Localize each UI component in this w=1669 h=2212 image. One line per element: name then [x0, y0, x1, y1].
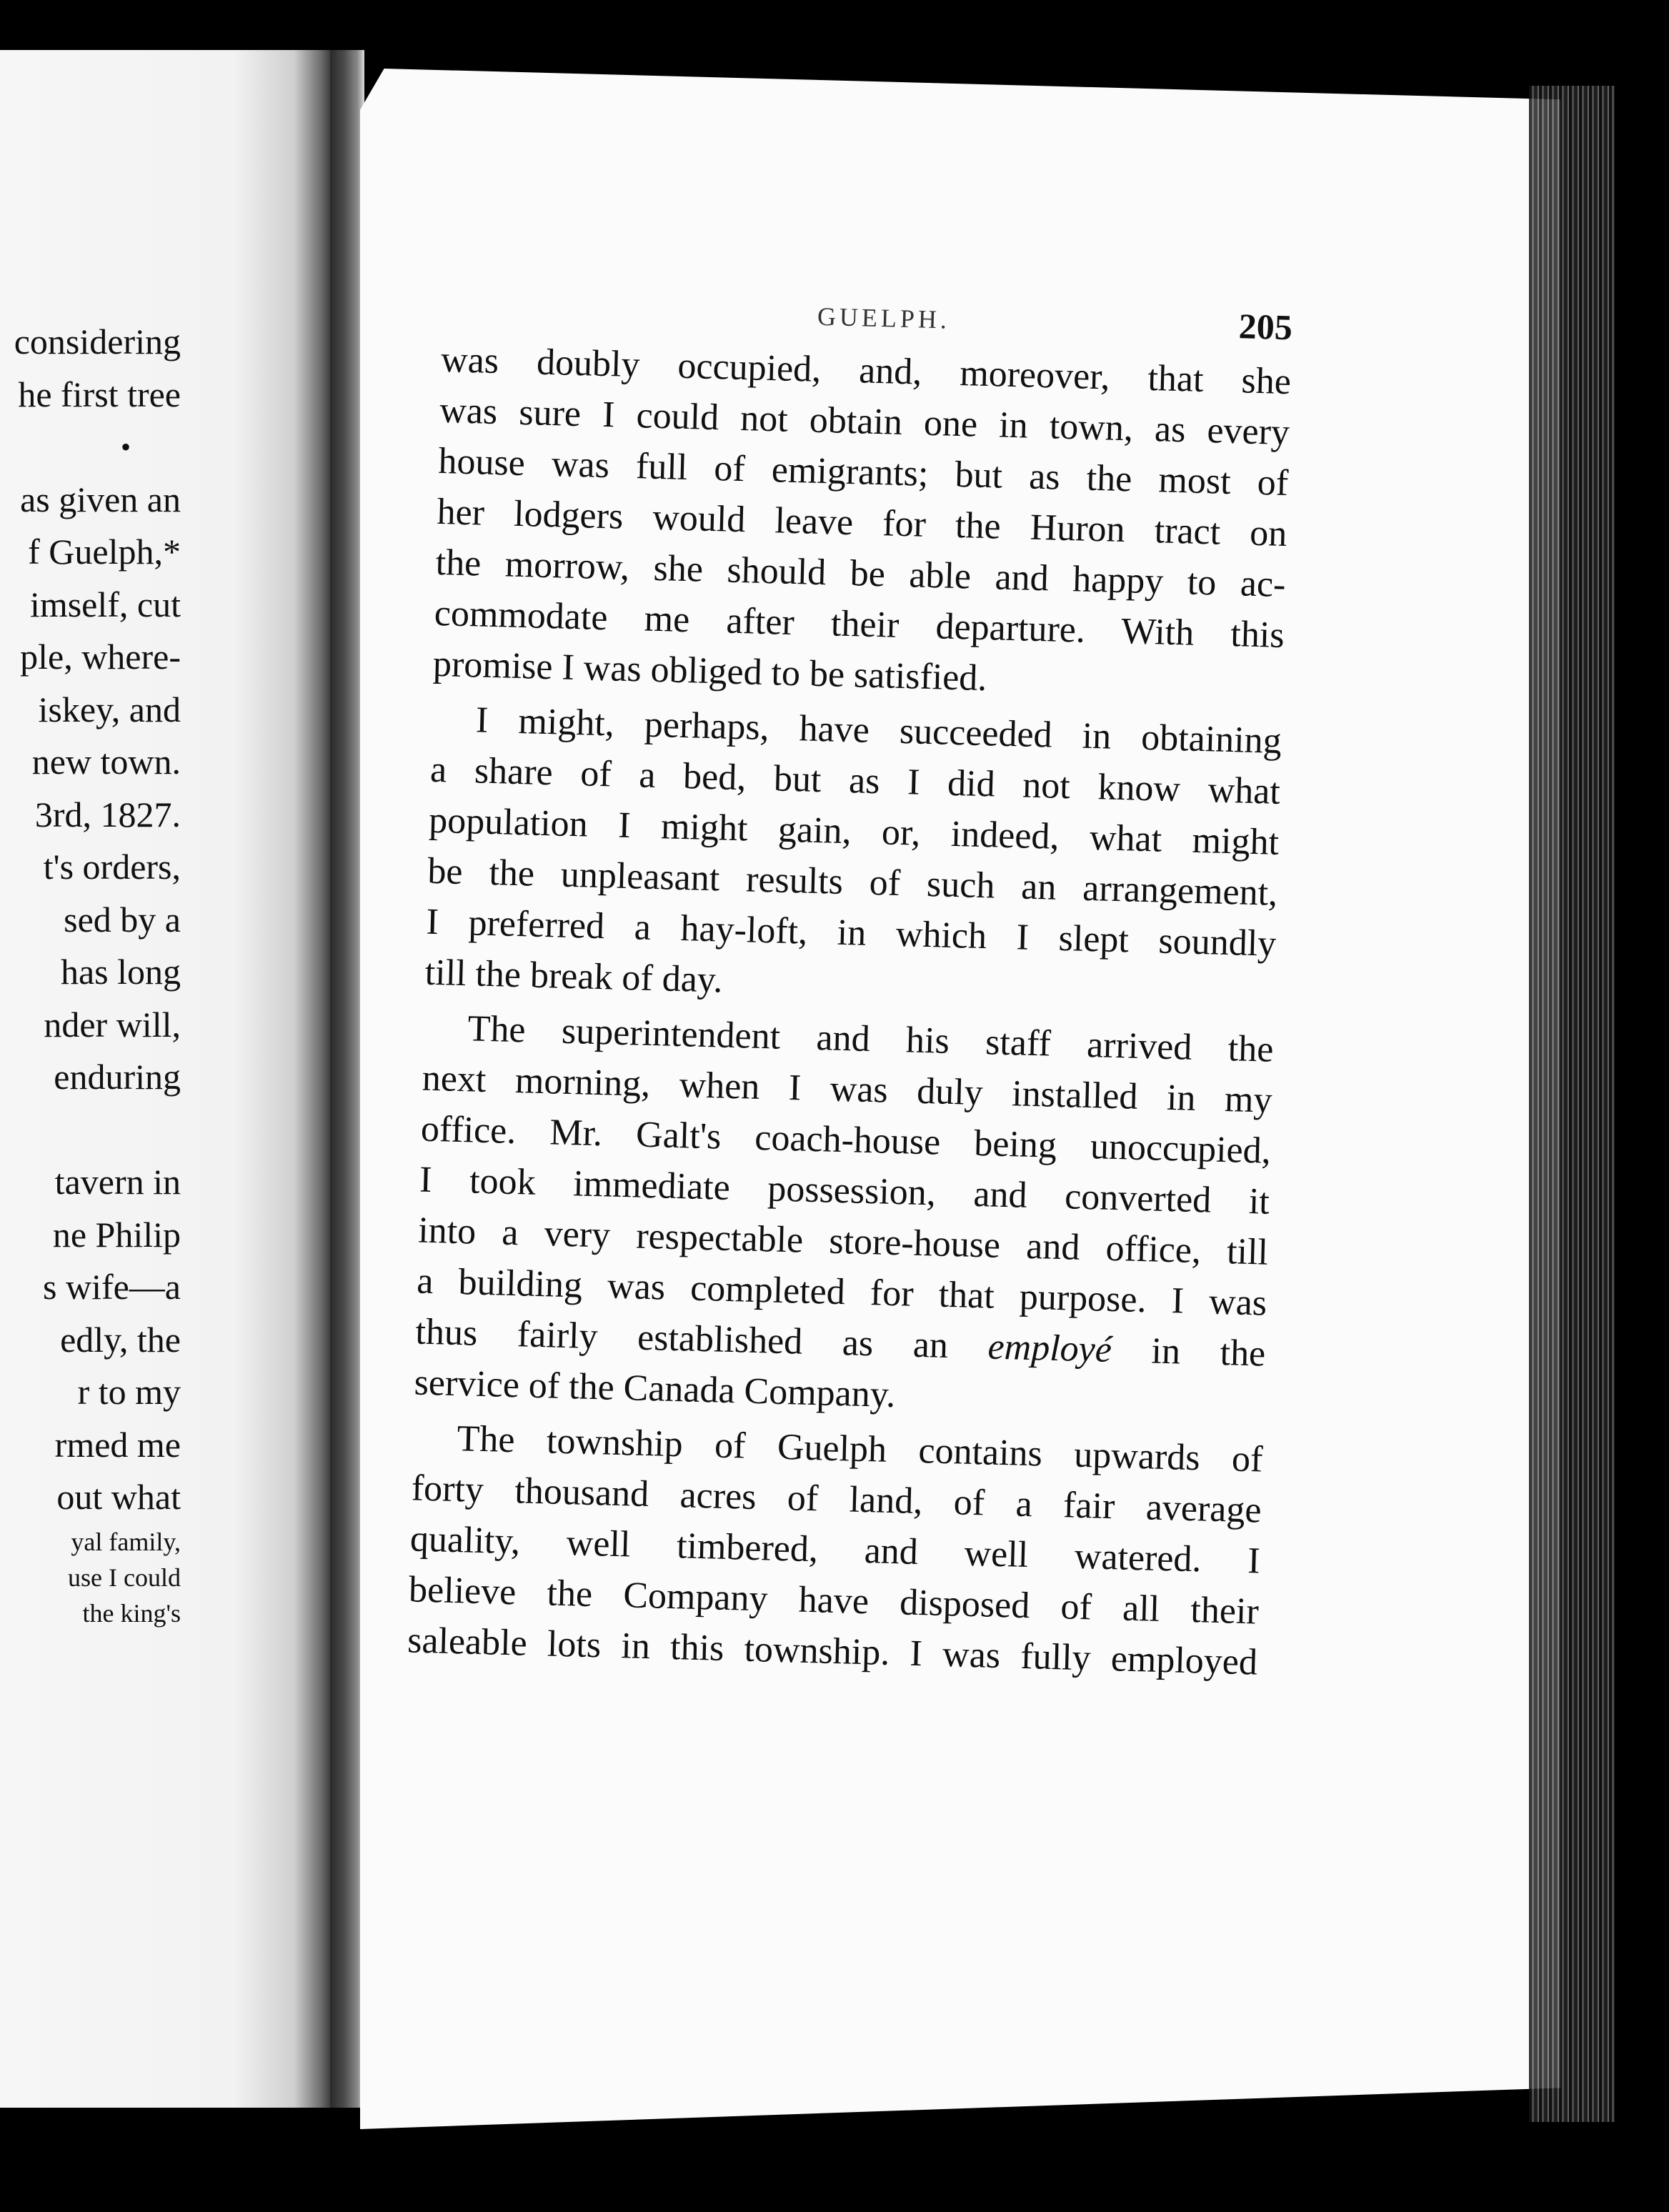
left-line: new town. — [31, 742, 181, 782]
left-line: iskey, and — [38, 689, 181, 729]
text-line: service of the Canada Company. — [414, 1362, 897, 1416]
text-line: was doubly occupied, and, moreover, that she — [440, 339, 1292, 403]
left-line: as given an — [20, 479, 181, 519]
text-line: saleable lots in this township. I was fully employed — [407, 1620, 1258, 1683]
text-line: the morrow, she should be able and happy to ac- — [435, 542, 1287, 606]
left-line: imself, cut — [29, 584, 181, 624]
current-page-content — [407, 284, 1292, 1688]
text-line: population I might gain, or, indeed, what might — [428, 799, 1280, 863]
left-line: t's orders, — [43, 847, 181, 887]
page-number: 205 — [1238, 306, 1293, 348]
italic-word: employé — [987, 1326, 1112, 1370]
text-segment: thus fairly established as an — [414, 1311, 989, 1367]
text-line: house was full of emigrants; but as the most of — [437, 440, 1289, 504]
text-line: was sure I could not obtain one in town, as every — [439, 389, 1290, 454]
text-line: quality, well timbered, and well watered. I — [409, 1518, 1261, 1582]
left-line — [0, 1104, 181, 1157]
text-line: her lodgers would leave for the Huron tract on — [436, 491, 1288, 555]
text-line: The superintendent and his staff arrived the — [467, 1008, 1275, 1070]
book-gutter-shadow — [330, 50, 364, 2108]
text-line: believe the Company have disposed of all their — [408, 1569, 1260, 1633]
left-line: out what — [56, 1477, 181, 1517]
text-line: a building was completed for that purpose. I was — [416, 1260, 1267, 1324]
left-line: 3rd, 1827. — [34, 794, 181, 835]
left-line: he first tree — [18, 374, 181, 414]
left-line: ne Philip — [52, 1214, 181, 1255]
left-line: considering — [14, 322, 181, 362]
previous-page-text — [0, 316, 181, 1631]
text-segment: in the — [1111, 1330, 1266, 1375]
left-line: r to my — [77, 1372, 181, 1412]
left-line: s wife—a — [43, 1267, 181, 1307]
paragraph — [414, 1002, 1274, 1430]
paragraph — [432, 334, 1292, 712]
left-line: rmed me — [54, 1424, 181, 1465]
text-line: commodate me after their departure. With this — [434, 592, 1285, 656]
paragraph — [424, 694, 1282, 1020]
left-line: sed by a — [64, 899, 181, 940]
left-line: nder will, — [44, 1004, 181, 1045]
left-line: f Guelph,* — [28, 532, 181, 572]
left-line: enduring — [54, 1057, 181, 1097]
left-line: edly, the — [60, 1319, 181, 1360]
text-line: The township of Guelph contains upwards of — [456, 1418, 1264, 1480]
page-block-edge — [1529, 86, 1615, 2122]
left-footnote-line: the king's — [82, 1598, 181, 1628]
left-line: tavern in — [54, 1162, 181, 1202]
text-line: I might, perhaps, have succeeded in obtaining — [475, 699, 1282, 762]
text-line: office. Mr. Galt's coach-house being unoccupied, — [420, 1108, 1272, 1172]
text-line: I preferred a hay-loft, in which I slept soundly — [425, 901, 1277, 965]
left-line: has long — [60, 952, 181, 992]
text-line: into a very respectable store-house and office, till — [417, 1210, 1269, 1273]
text-line: a share of a bed, but as I did not know what — [429, 749, 1281, 812]
left-footnote-line: use I could — [68, 1563, 181, 1592]
previous-page — [0, 50, 334, 2108]
text-line: be the unpleasant results of such an arrangement, — [427, 850, 1278, 914]
text-line: forty thousand acres of land, of a fair average — [411, 1468, 1262, 1531]
text-line: I took immediate possession, and converted it — [419, 1159, 1270, 1222]
left-line: ple, where- — [20, 637, 181, 677]
left-line: • — [120, 431, 131, 463]
text-line: promise I was obliged to be satisfied. — [432, 643, 988, 699]
left-footnote-line: yal family, — [71, 1527, 181, 1556]
paragraph — [407, 1412, 1263, 1688]
text-line: till the break of day. — [424, 952, 724, 1001]
running-title: GUELPH. — [817, 302, 951, 334]
text-line: next morning, when I was duly installed in my — [422, 1057, 1273, 1121]
